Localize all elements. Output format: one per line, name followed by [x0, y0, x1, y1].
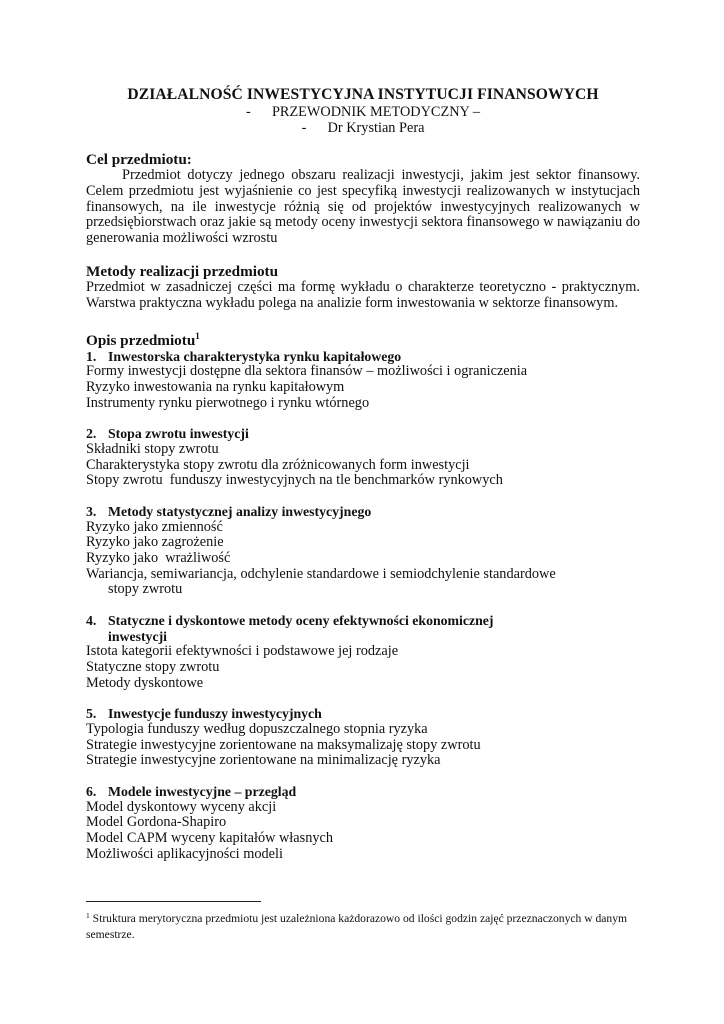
subtitle-guide: PRZEWODNIK METODYCZNY –: [271, 104, 481, 120]
section-6-title: [86, 784, 640, 800]
footnote-separator: [86, 901, 261, 902]
list-item: Składniki stopy zwrotu: [86, 440, 219, 457]
section-2: [86, 426, 640, 489]
list-item: Charakterystyka stopy zwrotu dla zróżnicowanych form inwestycji: [86, 456, 470, 473]
section-6-number: 6.: [86, 784, 97, 800]
section-6: [86, 784, 640, 862]
section-4-title: [86, 613, 640, 644]
section-1-title: [86, 349, 640, 365]
list-item: Model Gordona-Shapiro: [86, 814, 227, 831]
opis-heading-text: Opis przedmiotu: [86, 331, 196, 349]
metody-text: Przedmiot w zasadniczej części ma formę wykładu o charakterze teoretyczno - praktycznym. Warstwa praktyczna wykładu polega na analizie form inwestowania w sektorze finansowym.: [86, 278, 640, 311]
section-1-title-text: Inwestorska charakterystyka rynku kapitałowego: [108, 348, 402, 364]
section-5: [86, 706, 640, 769]
document-subtitle: [86, 104, 640, 120]
list-item: Strategie inwestycyjne zorientowane na minimalizację ryzyka: [86, 752, 441, 769]
section-3-title-text: Metody statystycznej analizy inwestycyjnego: [108, 503, 372, 519]
list-item: Ryzyko jako zmienność: [86, 518, 223, 535]
subtitle-dash: -: [245, 104, 251, 120]
section-1-number: 1.: [86, 348, 97, 364]
footnote-text: Struktura merytoryczna przedmiotu jest uzależniona każdorazowo od ilości godzin zajęć przeznaczonych w danym semestrze.: [86, 912, 628, 941]
list-item: Formy inwestycji dostępne dla sektora finansów – możliwości i ograniczenia: [86, 363, 528, 380]
list-item: Stopy zwrotu funduszy inwestycyjnych na tle benchmarków rynkowych: [86, 472, 503, 489]
section-4: [86, 613, 640, 691]
section-1: [86, 349, 640, 412]
section-5-title-text: Inwestycje funduszy inwestycyjnych: [108, 706, 322, 722]
list-item: Ryzyko inwestowania na rynku kapitałowym: [86, 378, 345, 395]
list-item: Typologia funduszy według dopuszczalnego stopnia ryzyka: [86, 720, 428, 737]
list-item: Metody dyskontowe: [86, 674, 204, 691]
author-dash: -: [301, 120, 307, 136]
section-4-number: 4.: [86, 613, 97, 629]
list-item: Wariancja, semiwariancja, odchylenie standardowe i semiodchylenie standardowe: [86, 565, 556, 582]
list-item: Ryzyko jako wrażliwość: [86, 549, 231, 566]
document-title: DZIAŁALNOŚĆ INWESTYCYJNA INSTYTUCJI FINANSOWYCH: [127, 86, 599, 103]
section-6-title-text: Modele inwestycyjne – przegląd: [108, 784, 297, 800]
section-3: [86, 504, 640, 598]
section-3-title: [86, 504, 640, 520]
list-item: Możliwości aplikacyjności modeli: [86, 845, 283, 862]
opis-heading: [86, 328, 640, 349]
list-item: Statyczne stopy zwrotu: [86, 658, 220, 675]
list-item: Strategie inwestycyjne zorientowane na maksymalizaję stopy zwrotu: [86, 736, 481, 753]
section-2-title-text: Stopa zwrotu inwestycji: [108, 426, 249, 442]
footnote: [86, 908, 634, 943]
metody-heading: Metody realizacji przedmiotu: [86, 262, 279, 280]
section-4-title-text: Statyczne i dyskontowe metody oceny efektywności ekonomicznej: [108, 613, 494, 629]
section-5-number: 5.: [86, 706, 97, 722]
cel-text: Przedmiot dotyczy jednego obszaru realizacji inwestycji, jakim jest sektor finansowy. Celem przedmiotu jest wyjaśnienie co jest specyfiką inwestycji realizowanych w instytucjach finansowych, na ile inwestycje różnią się od projektów inwestycyjnych realizowanych w przedsiębiorstwach oraz jakie są metody oceny inwestycji sektora finansowego w nawiązaniu do generowania możliwości wzrostu: [86, 167, 640, 247]
section-4-title-continuation: inwestycji: [108, 628, 168, 644]
list-item: Model dyskontowy wyceny akcji: [86, 798, 277, 815]
document-page: [86, 86, 640, 863]
list-item: Ryzyko jako zagrożenie: [86, 534, 224, 551]
cel-heading: Cel przedmiotu:: [86, 151, 192, 168]
list-item: Instrumenty rynku pierwotnego i rynku wtórnego: [86, 394, 370, 411]
section-2-number: 2.: [86, 426, 97, 442]
author-name: Dr Krystian Pera: [327, 120, 425, 136]
document-author: [86, 120, 640, 136]
footnote-mark: 1: [86, 911, 90, 920]
footnote-reference[interactable]: 1: [195, 330, 200, 341]
list-item: Model CAPM wyceny kapitałów własnych: [86, 830, 333, 847]
section-5-title: [86, 706, 640, 722]
list-item-continuation: stopy zwrotu: [108, 581, 183, 598]
section-3-number: 3.: [86, 503, 97, 519]
section-2-title: [86, 426, 640, 442]
list-item: Istota kategorii efektywności i podstawowe jej rodzaje: [86, 643, 399, 660]
